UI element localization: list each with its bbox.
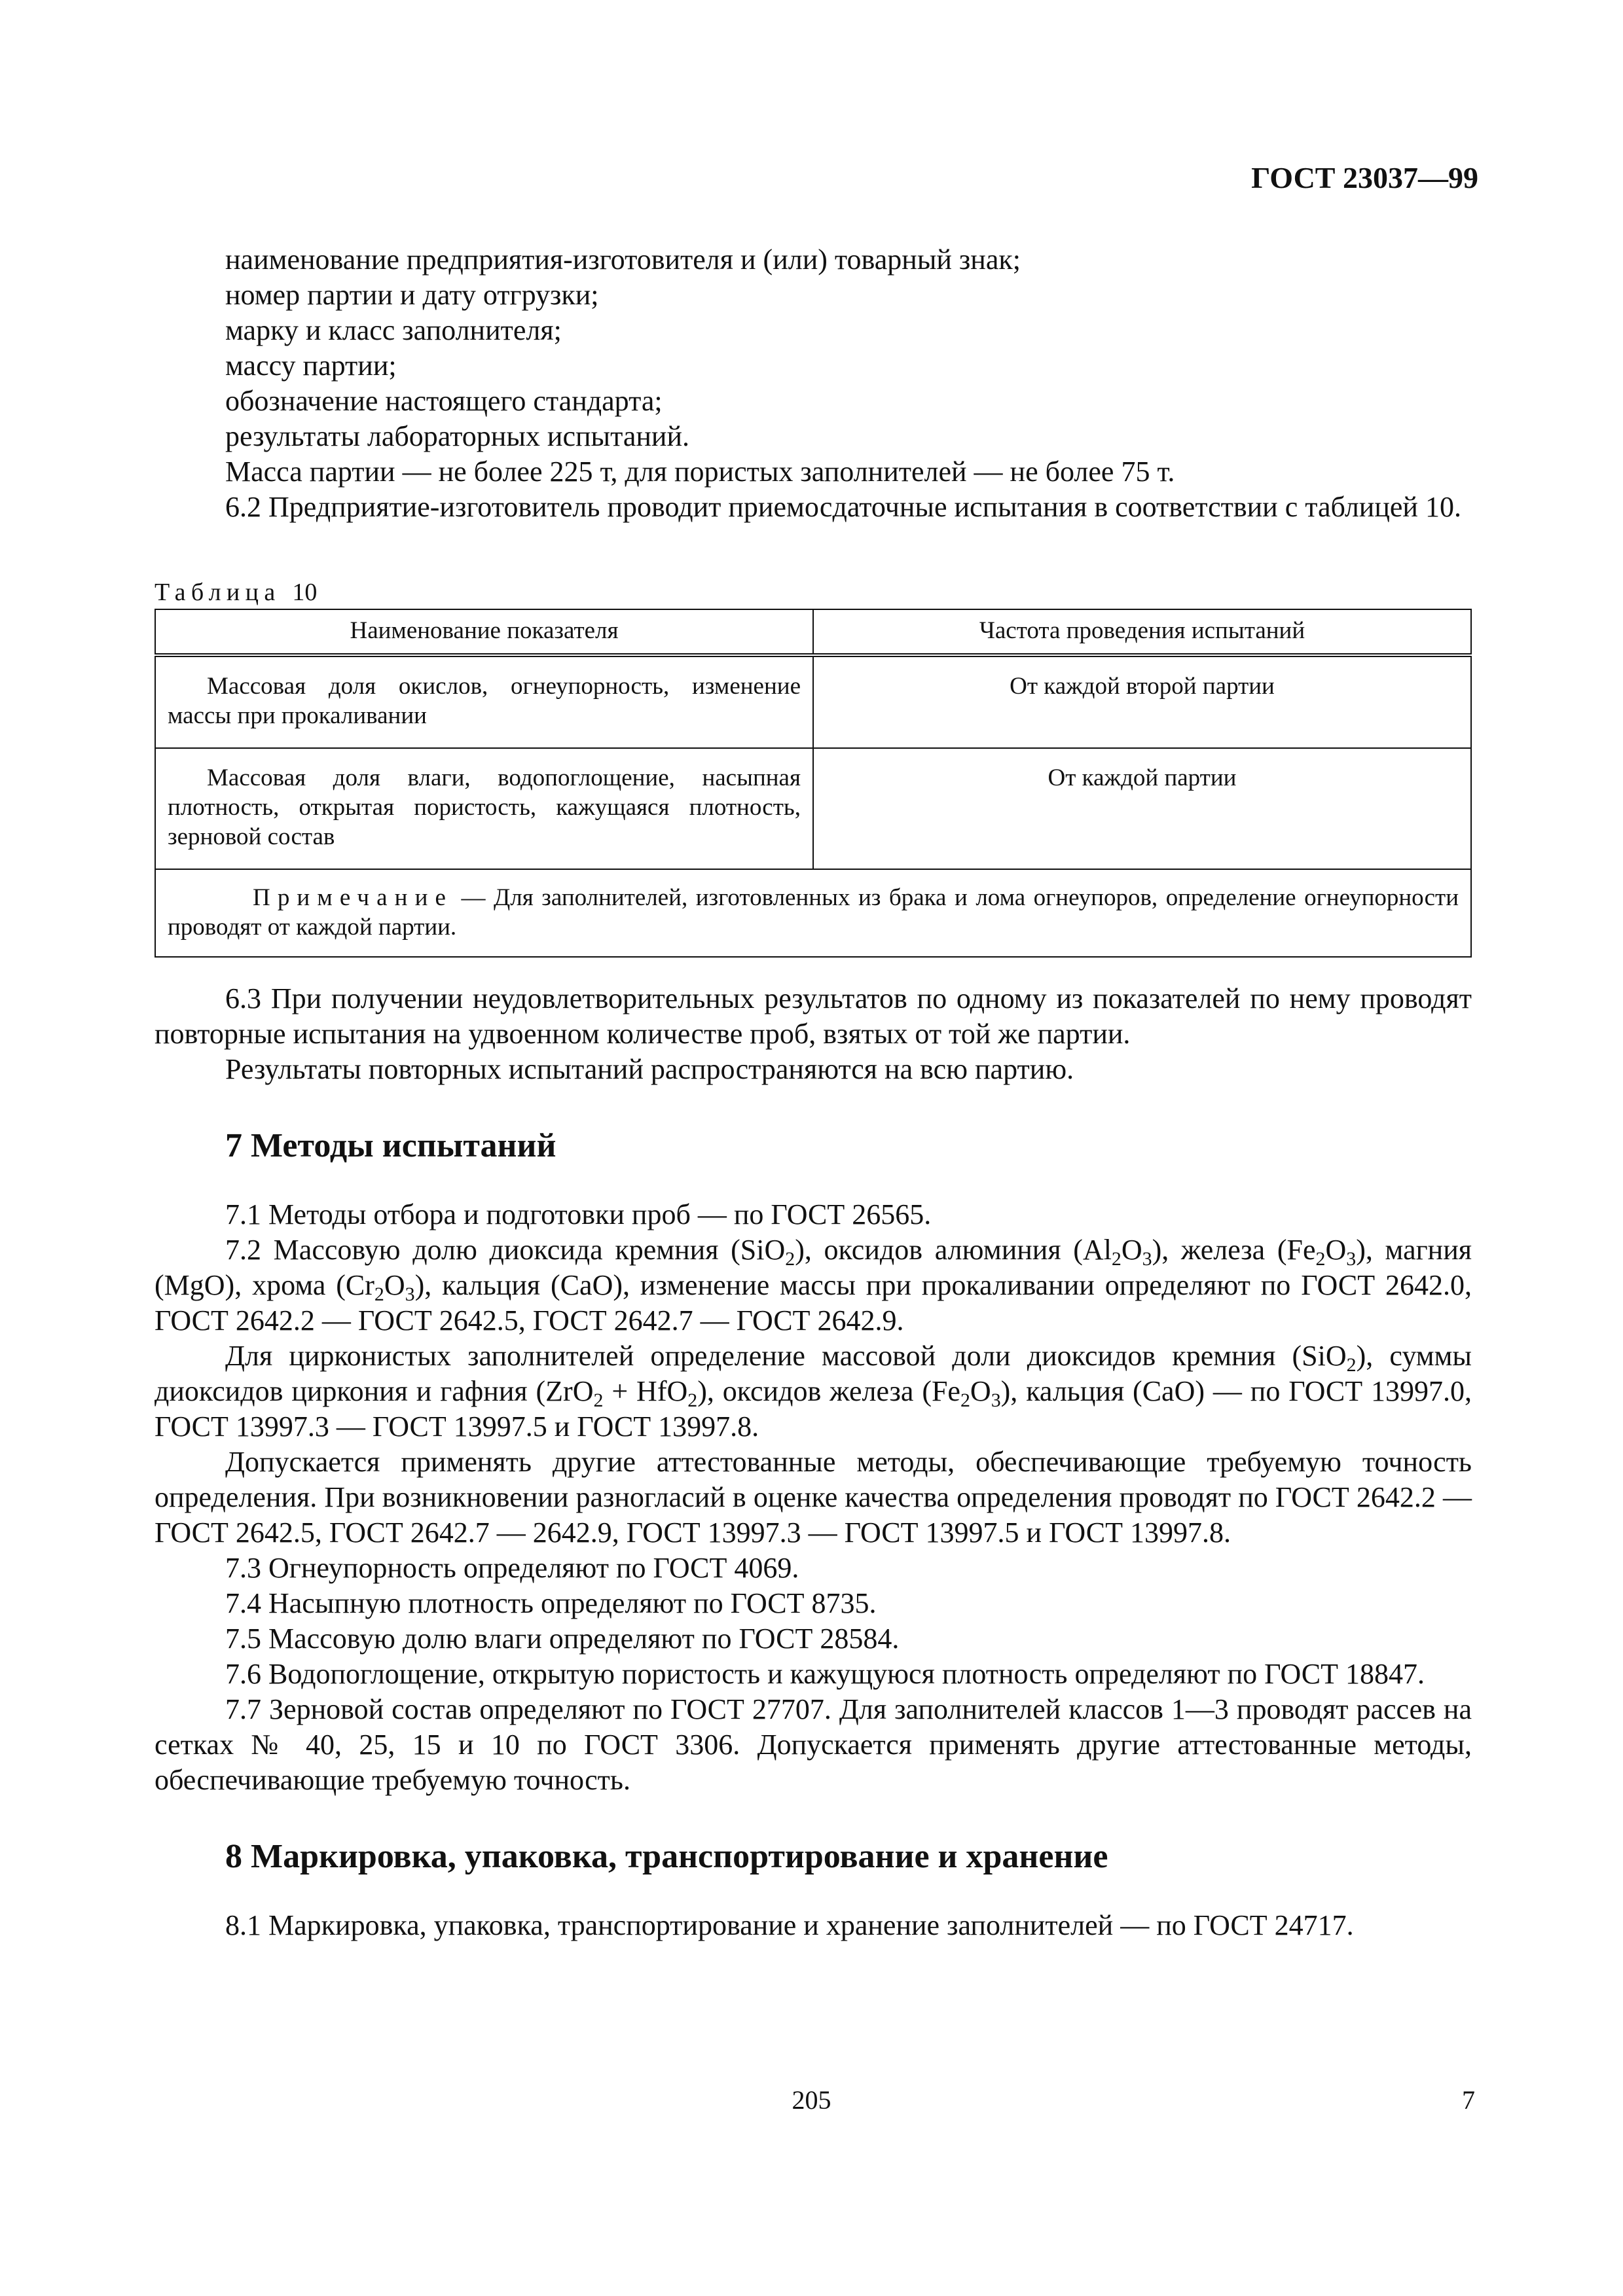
table-cell-frequency: От каждой партии bbox=[813, 748, 1471, 869]
table-caption bbox=[155, 577, 1472, 607]
paragraph-alternative-methods: Допускается применять другие аттестованные методы, обеспечивающие требуемую точность определения. При возникновении разногласий в оценке качества определения проводят по ГОСТ 2642.2 — ГОСТ 2642.5, ГОСТ 2642.7 — 2642.9, ГОСТ 13997.3 — ГОСТ 13997.5 и ГОСТ 13997.8. bbox=[155, 1446, 1472, 1549]
table-cell-indicator: Массовая доля влаги, водопоглощение, насыпная плотность, открытая пористость, кажущаяся плотность, зерновой состав bbox=[155, 748, 813, 869]
list-item: номер партии и дату отгрузки; bbox=[225, 279, 599, 311]
paragraph-7-2: 7.2 Массовую долю диоксида кремния (SiO$_2$), оксидов алюминия $(Al_2O_3)$, железа $(Fe_2O_3)$, магния (MgO), хрома $(Cr_2O_3)$, кальция (CaO), изменение массы при прокаливании определяют по ГОСТ 2642.0, ГОСТ 2642.2 — ГОСТ 2642.5, ГОСТ 2642.7 — ГОСТ 2642.9. bbox=[155, 1234, 1472, 1336]
batch-mass-paragraph: Масса партии — не более 225 т, для пористых заполнителей — не более 75 т. bbox=[225, 456, 1175, 488]
note-label: Примечание bbox=[253, 884, 453, 911]
list-item: результаты лабораторных испытаний. bbox=[225, 420, 690, 452]
paragraph-6-2: 6.2 Предприятие-изготовитель проводит приемосдаточные испытания в соответствии с таблицей 10. bbox=[225, 491, 1461, 523]
table-row bbox=[155, 748, 1471, 869]
label-contents-list bbox=[155, 242, 1472, 454]
page-number: 205 bbox=[792, 2085, 831, 2115]
acceptance-tests-table bbox=[155, 609, 1472, 958]
table-caption-word: Таблица bbox=[155, 579, 281, 606]
paragraph-6-3-results: Результаты повторных испытаний распространяются на всю партию. bbox=[225, 1053, 1074, 1085]
folio-number: 7 bbox=[1462, 2085, 1475, 2115]
column-header-indicator: Наименование показателя bbox=[155, 609, 813, 655]
standard-code-header: ГОСТ 23037—99 bbox=[1251, 161, 1478, 194]
section-7-heading: 7 Методы испытаний bbox=[225, 1127, 556, 1164]
table-note bbox=[155, 869, 1471, 957]
paragraph-7-3: 7.3 Огнеупорность определяют по ГОСТ 4069. bbox=[225, 1552, 799, 1584]
section-8-heading: 8 Маркировка, упаковка, транспортирование и хранение bbox=[225, 1838, 1108, 1875]
list-item: марку и класс заполнителя; bbox=[225, 314, 562, 346]
paragraph-7-6: 7.6 Водопоглощение, открытую пористость и кажущуюся плотность определяют по ГОСТ 18847. bbox=[225, 1658, 1425, 1690]
list-item: наименование предприятия-изготовителя и (или) товарный знак; bbox=[225, 243, 1021, 276]
list-item: обозначение настоящего стандарта; bbox=[225, 385, 663, 417]
list-item: массу партии; bbox=[225, 350, 397, 382]
table-cell-frequency: От каждой второй партии bbox=[813, 655, 1471, 748]
paragraph-zirconium: Для цирконистых заполнителей определение массовой доли диоксидов кремния (SiO$_2$), суммы диоксидов циркония и гафния (ZrO$_2$ + HfO$_2$), оксидов железа $(Fe_2O_3)$, кальция (CaO) — по ГОСТ 13997.0, ГОСТ 13997.3 — ГОСТ 13997.5 и ГОСТ 13997.8. bbox=[155, 1340, 1472, 1443]
note-text: — Для заполнителей, изготовленных из брака и лома огнеупоров, определение огнеупорности проводят от каждой партии. bbox=[168, 884, 1459, 941]
document-body bbox=[155, 242, 1472, 1943]
table-row bbox=[155, 655, 1471, 748]
paragraph-7-1: 7.1 Методы отбора и подготовки проб — по ГОСТ 26565. bbox=[225, 1198, 932, 1230]
paragraph-7-5: 7.5 Массовую долю влаги определяют по ГОСТ 28584. bbox=[225, 1623, 900, 1655]
table-header-row bbox=[155, 609, 1471, 655]
paragraph-8-1: 8.1 Маркировка, упаковка, транспортирование и хранение заполнителей — по ГОСТ 24717. bbox=[225, 1909, 1354, 1941]
paragraph-6-3: 6.3 При получении неудовлетворительных результатов по одному из показателей по нему проводят повторные испытания на удвоенном количестве проб, взятых от той же партии. bbox=[155, 982, 1472, 1050]
paragraph-7-4: 7.4 Насыпную плотность определяют по ГОСТ 8735. bbox=[225, 1587, 877, 1619]
paragraph-7-7: 7.7 Зерновой состав определяют по ГОСТ 27707. Для заполнителей классов 1—3 проводят рассев на сетках № 40, 25, 15 и 10 по ГОСТ 3306. Допускается применять другие аттестованные методы, обеспечивающие требуемую точность. bbox=[155, 1693, 1472, 1796]
column-header-frequency: Частота проведения испытаний bbox=[813, 609, 1471, 655]
table-cell-indicator: Массовая доля окислов, огнеупорность, изменение массы при прокаливании bbox=[155, 655, 813, 748]
table-note-row bbox=[155, 869, 1471, 957]
table-caption-number: 10 bbox=[292, 579, 318, 606]
